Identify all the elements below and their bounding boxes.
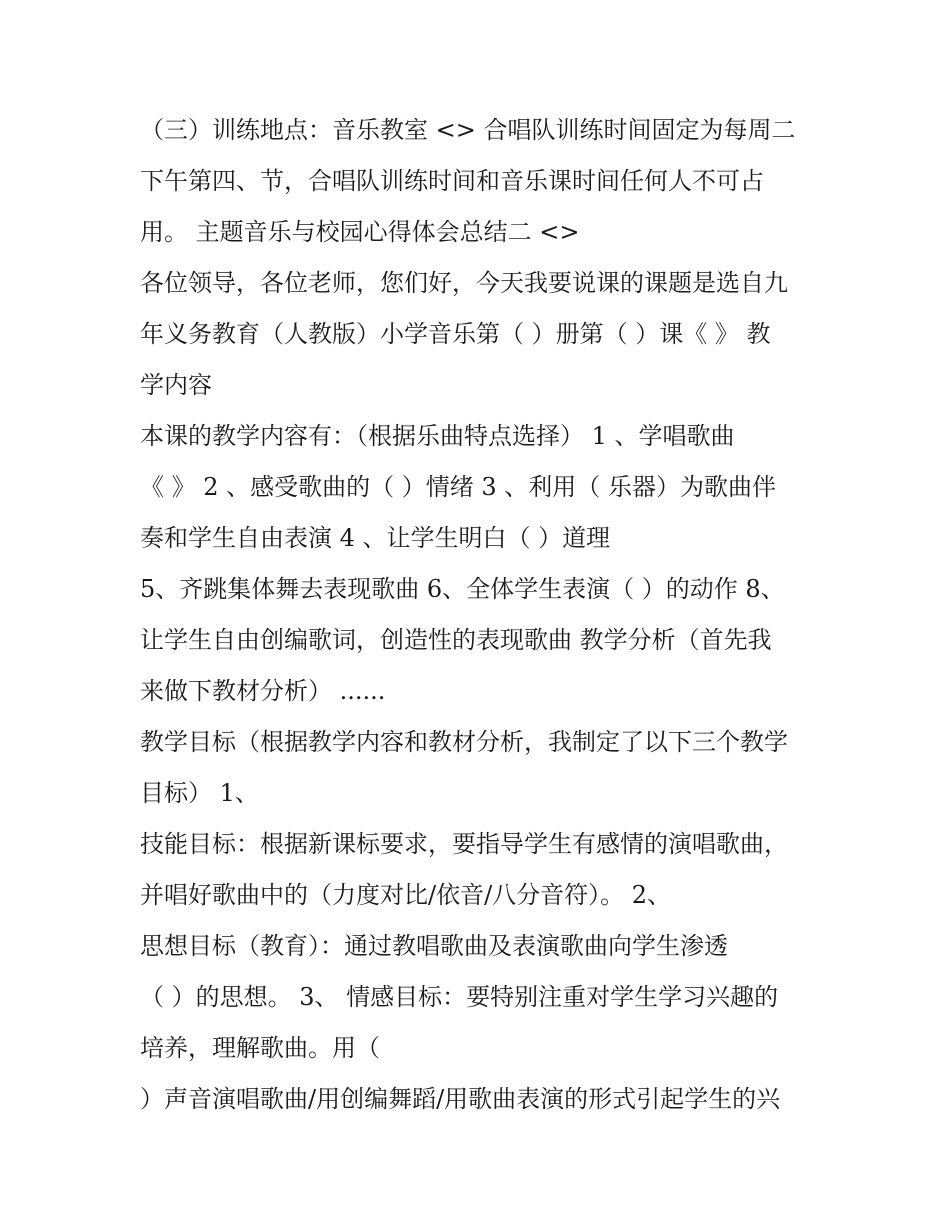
text-line: 5、齐跳集体舞去表现歌曲 6、全体学生表演（ ）的动作 8、 xyxy=(140,575,785,603)
text-line: 来做下教材分析） ...... xyxy=(140,677,386,705)
text-line: 下午第四、节，合唱队训练时间和音乐课时间任何人不可占 xyxy=(140,167,764,195)
text-line: 《 》 2 、感受歌曲的（ ）情绪 3 、利用（ 乐器）为歌曲伴 xyxy=(140,473,776,501)
text-line: 学内容 xyxy=(140,371,212,399)
text-line: 让学生自由创编歌词，创造性的表现歌曲 教学分析（首先我 xyxy=(140,626,772,654)
text-line: 目标） 1、 xyxy=(140,779,259,807)
text-line: （三）训练地点：音乐教室 <> 合唱队训练时间固定为每周二 xyxy=(140,116,796,144)
text-line: 并唱好歌曲中的（力度对比/依音/八分音符）。 2、 xyxy=(140,881,672,909)
text-line: 思想目标（教育）：通过教唱歌曲及表演歌曲向学生渗透 xyxy=(140,932,728,960)
body-text xyxy=(140,105,820,1125)
text-line: （ ）的思想。 3、 情感目标：要特别注重对学生学习兴趣的 xyxy=(140,983,779,1011)
text-line: ）声音演唱歌曲/用创编舞蹈/用歌曲表演的形式引起学生的兴 xyxy=(140,1085,781,1113)
text-line: 培养，理解歌曲。用（ xyxy=(140,1034,380,1062)
text-line: 教学目标（根据教学内容和教材分析，我制定了以下三个教学 xyxy=(140,728,788,756)
text-line: 年义务教育（人教版）小学音乐第（ ）册第（ ）课《 》 教 xyxy=(140,320,771,348)
text-line: 技能目标：根据新课标要求，要指导学生有感情的演唱歌曲， xyxy=(140,830,788,858)
text-line: 用。 主题音乐与校园心得体会总结二 <> xyxy=(140,218,580,246)
text-line: 本课的教学内容有：（根据乐曲特点选择） 1 、学唱歌曲 xyxy=(140,422,735,450)
text-line: 各位领导，各位老师，您们好，今天我要说课的课题是选自九 xyxy=(140,269,788,297)
text-line: 奏和学生自由表演 4 、让学生明白（ ）道理 xyxy=(140,524,611,552)
